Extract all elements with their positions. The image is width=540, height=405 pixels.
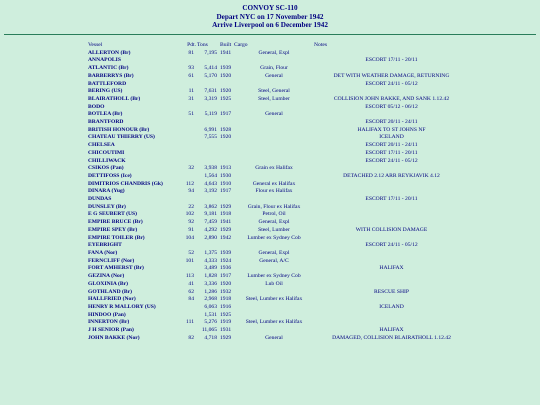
cell-pdt: 41 xyxy=(188,280,194,287)
cell-tons: 1,286 xyxy=(204,288,217,295)
cell-tons xyxy=(196,104,220,112)
cell-cargo xyxy=(234,265,314,273)
cell-tons xyxy=(196,142,220,150)
cell-notes xyxy=(314,65,469,73)
cell-built xyxy=(220,242,234,250)
cell-cargo xyxy=(234,119,314,127)
cell-tons: 3,319 xyxy=(204,95,217,102)
cell-built: 1925 xyxy=(220,311,232,318)
cell-pdt: 113 xyxy=(185,273,194,280)
cell-pdt: 111 xyxy=(186,319,194,326)
cell-pdt: 11 xyxy=(188,88,194,95)
cell-built: 1930 xyxy=(220,172,232,179)
cell-tons xyxy=(196,57,220,65)
cell-notes: DETACHED 2.12 ARR REYKJAVIK 4.12 xyxy=(343,172,440,179)
cell-notes: COLLISION JOHN BAKKE, AND SANK 1.12.42 xyxy=(333,95,450,102)
cell-cargo xyxy=(234,127,314,135)
cell-cargo: Steel, Lumber ex Halifax xyxy=(245,319,303,326)
cell-cargo: Grain, Flour ex Halifax xyxy=(247,203,301,210)
cell-cargo: Flour ex Halifax xyxy=(255,188,293,195)
cell-cargo xyxy=(234,142,314,150)
column-header-vessel: Vessel xyxy=(88,42,103,48)
cell-notes: HALIFAX xyxy=(379,265,404,272)
cell-cargo xyxy=(234,158,314,166)
column-header-notes: Notes xyxy=(314,42,328,48)
cell-vessel: DIMITRIOS CHANDRIS (Gk) xyxy=(88,180,163,187)
cell-cargo: General xyxy=(265,72,283,79)
cell-vessel: BLAIRATHOLL (Br) xyxy=(88,95,141,102)
cell-vessel: HALLFRIED (Nor) xyxy=(88,296,136,303)
cell-notes xyxy=(314,219,469,227)
cell-cargo xyxy=(234,57,314,65)
cell-tons: 1,564 xyxy=(204,172,217,179)
cell-built xyxy=(220,119,234,127)
table-row xyxy=(88,250,469,258)
cell-cargo: Lumber ex Sydney Cob xyxy=(247,273,301,280)
cell-tons xyxy=(196,196,220,204)
cell-vessel: DUNDAS xyxy=(88,196,112,203)
cell-built: 1917 xyxy=(220,273,232,280)
cell-tons: 6,991 xyxy=(204,126,217,133)
cell-pdt xyxy=(184,173,196,181)
cell-built: 1916 xyxy=(220,303,232,310)
cell-pdt xyxy=(184,150,196,158)
cell-cargo xyxy=(234,81,314,89)
cell-built: 1917 xyxy=(220,188,232,195)
cell-notes: HALIFAX xyxy=(379,327,404,334)
table-row xyxy=(88,81,469,89)
table-row xyxy=(88,289,469,297)
table-row xyxy=(88,96,469,104)
cell-pdt: 32 xyxy=(188,165,194,172)
cell-tons: 11,065 xyxy=(201,327,217,334)
cell-tons: 4,643 xyxy=(204,180,217,187)
table-row xyxy=(88,281,469,289)
cell-tons: 5,119 xyxy=(204,111,217,118)
cell-built xyxy=(220,142,234,150)
cell-pdt: 61 xyxy=(188,72,194,79)
cell-built: 1920 xyxy=(220,72,232,79)
table-row xyxy=(88,127,469,135)
cell-tons: 5,414 xyxy=(204,65,217,72)
cell-vessel: ATLANTIC (Br) xyxy=(88,65,129,72)
cell-pdt: 84 xyxy=(188,296,194,303)
cell-vessel: GOTHLAND (Br) xyxy=(88,288,132,295)
table-row xyxy=(88,227,469,235)
cell-built: 1936 xyxy=(220,265,232,272)
cell-notes: ESCORT 17/11 - 20/11 xyxy=(365,57,418,64)
cell-cargo xyxy=(234,304,314,312)
cell-pdt: 51 xyxy=(188,111,194,118)
cell-tons: 5,276 xyxy=(204,319,217,326)
table-row xyxy=(88,181,469,189)
cell-notes: ESCORT 17/11 - 20/11 xyxy=(365,149,418,156)
table-row xyxy=(88,265,469,273)
column-header-row xyxy=(88,42,469,50)
cell-tons: 1,375 xyxy=(204,249,217,256)
cell-vessel: EMPIRE BRUCE (Br) xyxy=(88,219,143,226)
cell-pdt xyxy=(184,134,196,142)
cell-tons xyxy=(196,150,220,158)
convoy-title: CONVOY SC-110 xyxy=(242,4,298,12)
cell-notes: ICELAND xyxy=(379,134,404,141)
table-row xyxy=(88,65,469,73)
table-row xyxy=(88,335,469,343)
table-row xyxy=(88,111,469,119)
cell-built xyxy=(220,104,234,112)
cell-tons xyxy=(196,158,220,166)
cell-tons: 4,718 xyxy=(204,334,217,341)
cell-cargo: General, Expl xyxy=(258,49,290,56)
table-row xyxy=(88,142,469,150)
cell-pdt xyxy=(184,81,196,89)
cell-notes xyxy=(314,88,469,96)
cell-pdt xyxy=(184,304,196,312)
cell-pdt xyxy=(184,327,196,335)
cell-vessel: BRANTFORD xyxy=(88,119,124,126)
header-divider xyxy=(4,34,536,35)
table-row xyxy=(88,296,469,304)
cell-built xyxy=(220,150,234,158)
cell-pdt: 112 xyxy=(185,180,194,187)
cell-notes xyxy=(314,281,469,289)
cell-built: 1918 xyxy=(220,211,232,218)
cell-built: 1913 xyxy=(220,165,232,172)
cell-pdt xyxy=(184,142,196,150)
cell-vessel: CSIKOS (Pan) xyxy=(88,165,124,172)
cell-tons: 3,192 xyxy=(204,188,217,195)
cell-notes xyxy=(314,211,469,219)
cell-built: 1929 xyxy=(220,334,232,341)
cell-pdt xyxy=(184,242,196,250)
cell-tons: 2,968 xyxy=(204,296,217,303)
cell-built: 1920 xyxy=(220,280,232,287)
cell-pdt: 62 xyxy=(188,288,194,295)
cell-vessel: FERNCLIFF (Nor) xyxy=(88,257,135,264)
table-row xyxy=(88,158,469,166)
table-row xyxy=(88,258,469,266)
convoy-table xyxy=(88,42,469,342)
cell-pdt: 102 xyxy=(185,211,194,218)
cell-tons: 3,862 xyxy=(204,203,217,210)
cell-built: 1924 xyxy=(220,257,232,264)
cell-notes: ESCORT 05/12 - 06/12 xyxy=(365,103,418,110)
table-row xyxy=(88,312,469,320)
cell-built xyxy=(220,196,234,204)
cell-cargo: Steel, Lumber xyxy=(258,95,290,102)
cell-tons xyxy=(196,242,220,250)
cell-cargo: General xyxy=(265,334,283,341)
cell-notes xyxy=(314,312,469,320)
cell-vessel: EMPIRE SPEY (Br) xyxy=(88,226,138,233)
cell-cargo: Lub Oil xyxy=(265,280,283,287)
cell-cargo: Lumber ex Sydney Cob xyxy=(247,234,301,241)
cell-notes: ESCORT 24/11 - 05/12 xyxy=(365,242,418,249)
cell-notes xyxy=(314,235,469,243)
table-row xyxy=(88,219,469,227)
cell-notes: DAMAGED, COLLISION BLAIRATHOLL 1.12.42 xyxy=(332,334,451,341)
cell-built: 1931 xyxy=(220,327,232,334)
cell-vessel: J H SENIOR (Pan) xyxy=(88,327,134,334)
cell-vessel: DINARA (Yug) xyxy=(88,188,125,195)
cell-vessel: BERING (US) xyxy=(88,88,123,95)
table-row xyxy=(88,196,469,204)
cell-vessel: BRITISH HONOUR (Br) xyxy=(88,126,150,133)
table-row xyxy=(88,119,469,127)
cell-built: 1941 xyxy=(220,219,232,226)
column-header-built: Built xyxy=(220,42,232,48)
cell-vessel: JOHN BAKKE (Nor) xyxy=(88,334,140,341)
cell-built: 1941 xyxy=(220,49,232,56)
cell-vessel: CHILLIWACK xyxy=(88,157,126,164)
table-row xyxy=(88,57,469,65)
table-row xyxy=(88,204,469,212)
convoy-table-body xyxy=(88,50,469,343)
cell-vessel: BODO xyxy=(88,103,105,110)
cell-vessel: HENRY R MALLORY (US) xyxy=(88,303,156,310)
cell-vessel: ALLERTON (Br) xyxy=(88,49,131,56)
cell-cargo: Grain ex Halifax xyxy=(255,165,293,172)
cell-vessel: BARBERRYS (Br) xyxy=(88,72,134,79)
cell-tons: 4,333 xyxy=(204,257,217,264)
cell-built: 1929 xyxy=(220,226,232,233)
table-row xyxy=(88,173,469,181)
table-row xyxy=(88,211,469,219)
cell-tons: 9,181 xyxy=(204,211,217,218)
column-header-pdt: Pdt. xyxy=(187,42,196,48)
cell-vessel: CHICOUTIMI xyxy=(88,149,125,156)
cell-cargo: General, A/C xyxy=(259,257,289,264)
cell-pdt: 82 xyxy=(188,334,194,341)
cell-vessel: FANA (Nor) xyxy=(88,249,118,256)
cell-built: 1918 xyxy=(220,296,232,303)
cell-tons: 2,890 xyxy=(204,234,217,241)
cell-pdt: 22 xyxy=(188,203,194,210)
cell-built: 1939 xyxy=(220,65,232,72)
cell-notes xyxy=(314,188,469,196)
cell-cargo: General, Expl xyxy=(258,249,290,256)
cell-vessel: FORT AMHERST (Br) xyxy=(88,265,144,272)
table-row xyxy=(88,304,469,312)
cell-tons xyxy=(196,81,220,89)
cell-tons xyxy=(196,119,220,127)
cell-vessel: BATTLEFORD xyxy=(88,80,127,87)
cell-vessel: E G SEUBERT (US) xyxy=(88,211,137,218)
cell-notes xyxy=(314,111,469,119)
cell-notes: ESCORT 20/11 - 24/11 xyxy=(365,142,418,149)
cell-cargo: Petrol, Oil xyxy=(262,211,286,218)
cell-pdt xyxy=(184,196,196,204)
cell-vessel: BOTLEA (Br) xyxy=(88,111,123,118)
cell-tons: 5,170 xyxy=(204,72,217,79)
table-row xyxy=(88,319,469,327)
cell-notes xyxy=(314,204,469,212)
cell-vessel: GEZINA (Nor) xyxy=(88,273,125,280)
cell-pdt: 104 xyxy=(185,234,194,241)
cell-tons: 3,489 xyxy=(204,265,217,272)
cell-cargo: Steel, Lumber ex Halifax xyxy=(245,296,303,303)
cell-tons: 7,555 xyxy=(204,134,217,141)
table-row xyxy=(88,235,469,243)
cell-notes xyxy=(314,273,469,281)
cell-vessel: GLOXINIA (Br) xyxy=(88,280,128,287)
cell-pdt xyxy=(184,265,196,273)
cell-pdt: 94 xyxy=(188,188,194,195)
cell-pdt xyxy=(184,312,196,320)
column-header-cargo: Cargo xyxy=(234,42,248,48)
cell-notes: ESCORT 20/11 - 24/11 xyxy=(365,119,418,126)
cell-cargo: General xyxy=(265,111,283,118)
cell-tons: 7,195 xyxy=(204,49,217,56)
cell-vessel: CHELSEA xyxy=(88,142,115,149)
cell-cargo xyxy=(234,312,314,320)
cell-built xyxy=(220,81,234,89)
cell-vessel: DUNSLEY (Br) xyxy=(88,203,126,210)
cell-notes: ICELAND xyxy=(379,303,404,310)
cell-built: 1932 xyxy=(220,288,232,295)
cell-cargo xyxy=(234,134,314,142)
cell-built: 1919 xyxy=(220,319,232,326)
cell-vessel: CHATEAU THIERRY (US) xyxy=(88,134,155,141)
cell-notes xyxy=(314,250,469,258)
table-row xyxy=(88,188,469,196)
cell-tons: 1,531 xyxy=(204,311,217,318)
cell-built: 1942 xyxy=(220,234,232,241)
table-row xyxy=(88,273,469,281)
cell-notes xyxy=(314,296,469,304)
cell-tons: 7,459 xyxy=(204,219,217,226)
cell-pdt xyxy=(184,119,196,127)
cell-cargo xyxy=(234,196,314,204)
cell-notes xyxy=(314,258,469,266)
cell-notes xyxy=(314,165,469,173)
cell-built: 1920 xyxy=(220,134,232,141)
table-row xyxy=(88,327,469,335)
cell-cargo xyxy=(234,104,314,112)
table-row xyxy=(88,88,469,96)
cell-built xyxy=(220,57,234,65)
cell-notes xyxy=(314,50,469,58)
cell-notes xyxy=(314,181,469,189)
table-row xyxy=(88,150,469,158)
cell-vessel: INNERTON (Br) xyxy=(88,319,130,326)
cell-cargo xyxy=(234,173,314,181)
cell-notes: WITH COLLISION DAMAGE xyxy=(355,226,428,233)
cell-tons: 4,292 xyxy=(204,226,217,233)
depart-line: Depart NYC on 17 November 1942 xyxy=(216,12,324,21)
cell-pdt: 91 xyxy=(188,226,194,233)
cell-tons: 3,938 xyxy=(204,165,217,172)
cell-tons: 6,063 xyxy=(204,303,217,310)
cell-notes: HALIFAX TO ST JOHNS NF xyxy=(357,126,426,133)
cell-vessel: EMPIRE TOILER (Br) xyxy=(88,234,145,241)
cell-built: 1925 xyxy=(220,95,232,102)
cell-vessel: EYEBRIGHT xyxy=(88,242,122,249)
cell-tons: 1,828 xyxy=(204,273,217,280)
table-row xyxy=(88,165,469,173)
cell-pdt xyxy=(184,104,196,112)
cell-built xyxy=(220,158,234,166)
cell-pdt: 101 xyxy=(185,257,194,264)
cell-pdt: 52 xyxy=(188,249,194,256)
cell-cargo: General, Expl xyxy=(258,219,290,226)
cell-notes: ESCORT 24/11 - 05/12 xyxy=(365,80,418,87)
cell-tons: 7,631 xyxy=(204,88,217,95)
cell-cargo xyxy=(234,289,314,297)
cell-cargo: Steel, Lumber xyxy=(258,226,290,233)
cell-notes: ESCORT 17/11 - 20/11 xyxy=(365,196,418,203)
cell-vessel: HINDOO (Pan) xyxy=(88,311,126,318)
cell-pdt: 81 xyxy=(188,49,194,56)
cell-pdt: 93 xyxy=(188,65,194,72)
cell-pdt xyxy=(184,158,196,166)
cell-cargo: Steel, General xyxy=(258,88,290,95)
cell-built: 1917 xyxy=(220,111,232,118)
column-header-tons: Tons xyxy=(197,42,208,48)
cell-built: 1928 xyxy=(220,126,232,133)
cell-cargo xyxy=(234,150,314,158)
cell-cargo xyxy=(234,327,314,335)
cell-cargo: General ex Halifax xyxy=(252,180,296,187)
cell-notes: ESCORT 24/11 - 05/12 xyxy=(365,157,418,164)
cell-built: 1929 xyxy=(220,203,232,210)
cell-notes: RESCUE SHIP xyxy=(374,288,409,295)
table-row xyxy=(88,134,469,142)
cell-built: 1920 xyxy=(220,88,232,95)
cell-tons: 3,336 xyxy=(204,280,217,287)
cell-cargo: Grain, Flour xyxy=(260,65,288,72)
arrive-line: Arrive Liverpool on 6 December 1942 xyxy=(212,21,328,30)
cell-vessel: ANNAPOLIS xyxy=(88,57,121,64)
cell-built: 1939 xyxy=(220,249,232,256)
cell-built: 1910 xyxy=(220,180,232,187)
table-row xyxy=(88,50,469,58)
cell-pdt: 92 xyxy=(188,219,194,226)
cell-pdt xyxy=(184,57,196,65)
cell-notes: DET WITH WEATHER DAMAGE, RETURNING xyxy=(333,72,450,79)
cell-vessel: DETTIFOSS (Ice) xyxy=(88,172,132,179)
cell-notes xyxy=(314,319,469,327)
table-row xyxy=(88,73,469,81)
cell-pdt: 31 xyxy=(188,95,194,102)
cell-cargo xyxy=(234,242,314,250)
cell-pdt xyxy=(184,127,196,135)
page-header xyxy=(0,0,540,30)
table-row xyxy=(88,104,469,112)
table-row xyxy=(88,242,469,250)
